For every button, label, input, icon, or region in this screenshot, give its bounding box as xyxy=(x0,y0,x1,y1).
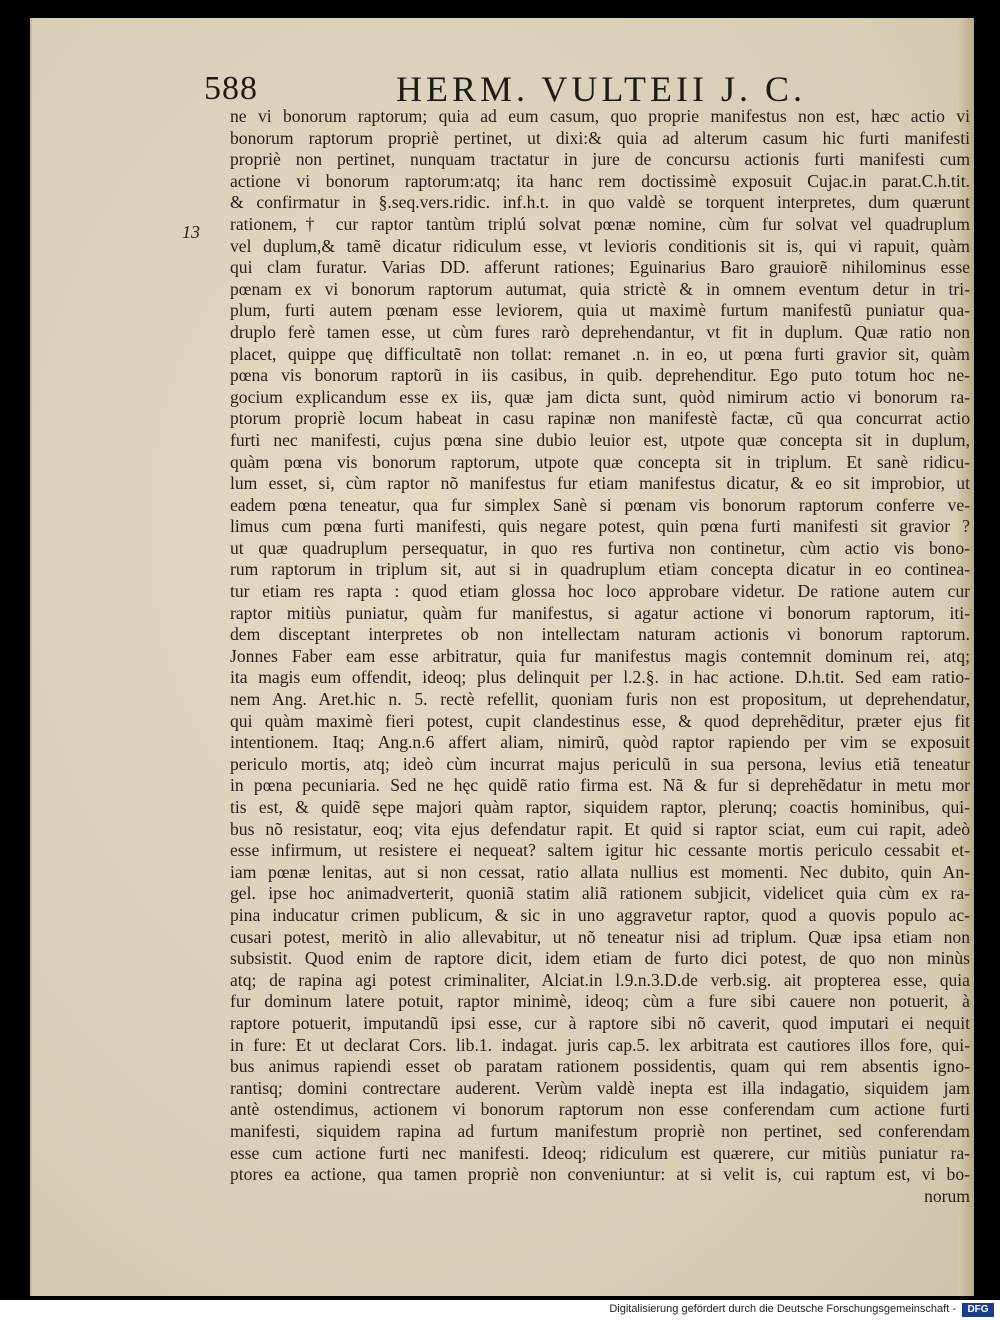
footer-bar xyxy=(0,1300,1000,1320)
text-line: tur etiam res rapta : quod etiam glossa hoc loco approbare videtur. De ratione autem cur xyxy=(230,581,970,602)
text-line: esse infirmum, ut resistere ei nequeat? saltem igitur hic cessante mortis periculo cessabit et- xyxy=(230,840,970,861)
text-line: fur dominum latere potuit, raptor minimè, ideoq; cùm a fure sibi cauere non potuerit, à xyxy=(230,991,970,1012)
dfg-logo: DFG xyxy=(962,1303,994,1317)
text-line: pœna vis bonorum raptorũ in iis casibus, in quib. deprehenditur. Ego puto totum hoc ne- xyxy=(230,365,970,386)
page-number: 588 xyxy=(204,70,258,107)
text-line: bus nõ resistatur, eoq; vita ejus defendatur rapit. Et quid si raptor sciat, eum cui rapit, adeò xyxy=(230,818,970,839)
margin-note: 13 xyxy=(182,222,200,242)
text-line: rum raptorum in triplum sit, aut si in quadruplum etiam concepta dicatur in eo continea- xyxy=(230,559,970,580)
text-line: qui quàm maximè fieri potest, cupit clandestinus esse, & quod deprehẽditur, præter ejus fit xyxy=(230,710,970,731)
text-line: dem disceptant interpretes ob non intellectam naturam actionis vi bonorum raptorum. xyxy=(230,624,970,645)
text-line: propriè non pertinet, nunquam tractatur in jure de concursu actionis furti manifesti cum xyxy=(230,149,970,170)
text-line: & confirmatur in §.seq.vers.ridic. inf.h.t. in quo valdè se torquent interpretes, dum quærunt xyxy=(230,192,970,213)
text-line: raptor mitiùs puniatur, quàm fur manifestus, si agatur actione vi bonorum raptorum, iti- xyxy=(230,602,970,623)
text-line: tis est, & quidẽ sępe majori quàm raptor, siquidem raptor, plerunq; coactis hominibus, qui- xyxy=(230,797,970,817)
text-line: limus cum pœna furti manifesti, quis negare potest, quin pœna furti manifesti sit gravior ? xyxy=(230,516,970,537)
text-line: iam pœnæ lenitas, aut si non cessat, ratio allata nullius est momenti. Nec dubito, quin An- xyxy=(230,861,970,882)
text-line: norum xyxy=(924,1185,970,1206)
text-line: cusari potest, meritò in alio allevabitur, ut nõ teneatur nisi ad triplum. Quæ ipsa etiam non xyxy=(230,926,970,947)
text-line: qui clam furatur. Varias DD. afferunt rationes; Eguinarius Baro grauiorẽ nihilominus esse xyxy=(230,257,970,278)
text-line: manifesti, siquidem rapina ad furtum manifestum propriè non pertinet, sed conferendam xyxy=(230,1120,970,1141)
text-line: esse cum actione furti nec manifesti. Ideoq; ridiculum est quærere, cur mitiùs puniatur ra- xyxy=(230,1142,970,1163)
text-line: periculo mortis, atq; ideò cùm incurrat majus periculũ in sua persona, levius etiã teneatur xyxy=(230,753,970,774)
text-line: ita magis eum offendit, ideoq; plus delinquit per l.2.§. in hac actione. D.h.tit. Sed eam ratio- xyxy=(230,667,970,688)
text-line: in pœna pecuniaria. Sed ne hęc quidẽ ratio firma est. Nã & fur si deprehẽdatur in metu mor xyxy=(230,775,970,796)
text-line: bus animus rapiendi esset ob paratam rationem possidentis, quam qui rem absentis igno- xyxy=(230,1056,970,1077)
text-line: ptorum propriè locum habeat in casu rapinæ non manifestè factæ, cũ qua concurrat actio xyxy=(230,408,970,429)
body-text xyxy=(230,106,970,1207)
text-line: eadem pœna teneatur, qua fur simplex Sanè si pœnam vis bonorum raptorum conferre ve- xyxy=(230,494,970,515)
text-line: raptore potuerit, imputandũ ipsi esse, cur à raptore sibi nõ caverit, quod imputari ei nequit xyxy=(230,1012,970,1033)
text-line: subsistit. Quod enim de raptore dicit, idem etiam de furto dici potest, de quo non minùs xyxy=(230,948,970,969)
text-line: ne vi bonorum raptorum; quia ad eum casum, quo proprie manifestus non est, hæc actio vi xyxy=(230,106,970,126)
text-line: ptores ea actione, qua tamen propriè non conveniuntur: at si velit is, cui raptum est, vi bo- xyxy=(230,1164,970,1185)
text-line: quàm pœna vis bonorum raptorum, utpote quæ concepta sit in triplum. Et sanè ridicu- xyxy=(230,451,970,472)
text-line: gocium explicandum esse ex iis, quæ jam dicta sunt, quòd nimirum actio vi bonorum ra- xyxy=(230,386,970,407)
text-line: rationem,† cur raptor tantùm triplú solvat pœnæ nomine, cùm fur solvat vel quadruplum xyxy=(230,213,970,234)
text-line: pœnam ex vi bonorum raptorum autumat, quia strictè & in omnem eventum detur in tri- xyxy=(230,278,970,299)
text-line: bonorum raptorum propriè pertinet, ut dixi:& quia ad alterum casum hic furti manifesti xyxy=(230,127,970,148)
text-line: lum esset, si, cùm raptor nõ manifestus fur etiam manifestus dicatur, & eo sit improbior, ut xyxy=(230,473,970,494)
text-line: Jonnes Faber eam esse arbitratur, quia fur manifestus magis contemnit dominum rei, atq; xyxy=(230,645,970,666)
text-line: furti nec manifesti, cujus pœna sine dubio leuior est, utpote quæ concepta sit in duplum, xyxy=(230,429,970,450)
text-line: vel duplum,& tamẽ dicatur ridiculum esse, vt levioris conditionis sit is, qui vi rapuit, quàm xyxy=(230,235,970,256)
text-line: gel. ipse hoc animadverterit, quoniã statim aliã rationem subjicit, videlicet quia cùm ex ra- xyxy=(230,883,970,904)
text-line: atq; de rapina agi potest criminaliter, Alciat.in l.9.n.3.D.de verb.sig. ait propterea esse, quia xyxy=(230,969,970,990)
text-line: in fure: Et ut declarat Cors. lib.1. indagat. juris cap.5. lex arbitrata est cautiores illos fore, qui- xyxy=(230,1034,970,1055)
funding-credit: Digitalisierung gefördert durch die Deutsche Forschungsgemeinschaft - xyxy=(609,1303,956,1315)
text-line: druplo ferè tamen esse, ut cùm fures rarò deprehendantur, vt fit in duplum. Quæ ratio non xyxy=(230,321,970,342)
text-line: nem Ang. Aret.hic n. 5. rectè refellit, quoniam furis non est propositum, ut deprehendatur, xyxy=(230,689,970,710)
text-line: antè ostendimus, actionem vi bonorum raptorum non esse conferendam cum actione furti xyxy=(230,1099,970,1120)
text-line: pina inducatur crimen publicum, & sic in uno aggravetur raptor, quod a quovis populo ac- xyxy=(230,904,970,925)
running-head: HERM. VULTEII J. C. xyxy=(396,69,807,109)
text-line: intentionem. Itaq; Ang.n.6 affert aliam, nimirũ, quòd raptor rapiendo per vim se exposuit xyxy=(230,732,970,753)
text-line: rantisq; domini contrectare auderent. Verùm valdè inepta est illa indagatio, siquidem jam xyxy=(230,1077,970,1098)
text-line: actione vi bonorum raptorum:atq; ita hanc rem doctissimè exposuit Cujac.in parat.C.h.tit. xyxy=(230,170,970,191)
text-line: plum, furti autem pœnam esse leviorem, quia ut maximè furtum manifestũ puniatur qua- xyxy=(230,300,970,321)
text-line: ut quæ quadruplum persequatur, in quo res furtiva non continetur, cùm actio vis bono- xyxy=(230,537,970,558)
text-line: placet, quippe quę difficultatẽ non tollat: remanet .n. in eo, ut pœna furti gravior sit, quàm xyxy=(230,343,970,364)
